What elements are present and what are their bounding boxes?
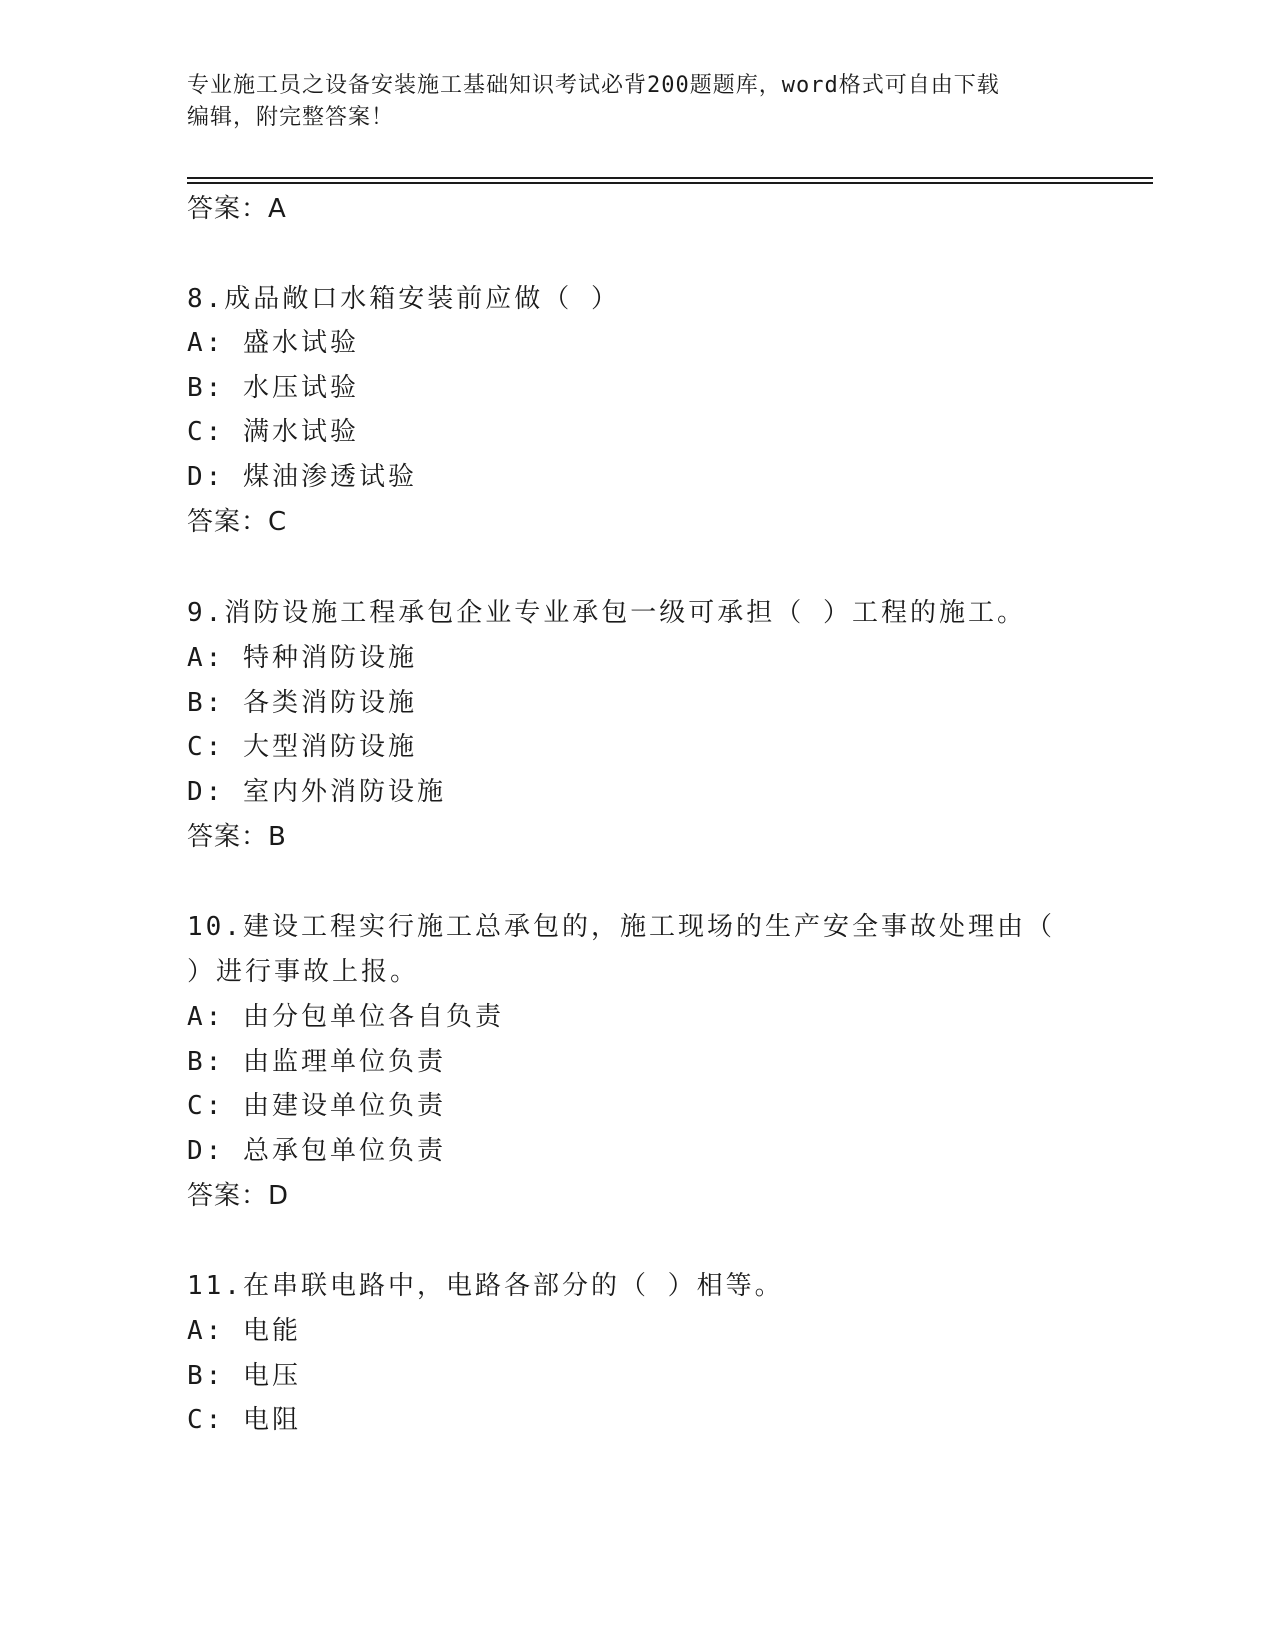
question-11-option-c: C: 电阻 <box>187 1405 301 1435</box>
question-8-stem: 8.成品敞口水箱安装前应做（ ） <box>187 284 620 314</box>
question-11-stem: 11.在串联电路中，电路各部分的（ ）相等。 <box>187 1271 784 1301</box>
header-divider-top <box>187 177 1153 179</box>
question-9-option-c: C: 大型消防设施 <box>187 732 417 762</box>
question-9-option-d: D: 室内外消防设施 <box>187 777 446 807</box>
question-11-option-b: B: 电压 <box>187 1361 301 1391</box>
header-title-line-1: 专业施工员之设备安装施工基础知识考试必背200题题库，word格式可自由下载 <box>187 73 1000 98</box>
question-8-option-a: A: 盛水试验 <box>187 328 359 358</box>
question-10-option-c: C: 由建设单位负责 <box>187 1091 446 1121</box>
question-8-answer: 答案：C <box>187 507 288 537</box>
question-9-stem: 9.消防设施工程承包企业专业承包一级可承担（ ）工程的施工。 <box>187 598 1026 628</box>
question-8-option-c: C: 满水试验 <box>187 417 359 447</box>
question-9-answer: 答案：B <box>187 822 287 852</box>
question-11-option-a: A: 电能 <box>187 1316 301 1346</box>
question-9-option-a: A: 特种消防设施 <box>187 643 417 673</box>
question-10-option-b: B: 由监理单位负责 <box>187 1047 446 1077</box>
question-10-answer: 答案：D <box>187 1181 290 1211</box>
question-10-stem-line-2: ）进行事故上报。 <box>187 957 420 987</box>
previous-answer: 答案：A <box>187 194 287 224</box>
question-9-option-b: B: 各类消防设施 <box>187 688 417 718</box>
question-10-option-a: A: 由分包单位各自负责 <box>187 1002 504 1032</box>
question-8-option-d: D: 煤油渗透试验 <box>187 462 417 492</box>
header-divider-bottom <box>187 182 1153 184</box>
question-10-option-d: D: 总承包单位负责 <box>187 1136 446 1166</box>
question-8-option-b: B: 水压试验 <box>187 373 359 403</box>
question-10-stem-line-1: 10.建设工程实行施工总承包的，施工现场的生产安全事故处理由（ <box>187 912 1055 942</box>
header-title-line-2: 编辑，附完整答案！ <box>187 105 395 130</box>
